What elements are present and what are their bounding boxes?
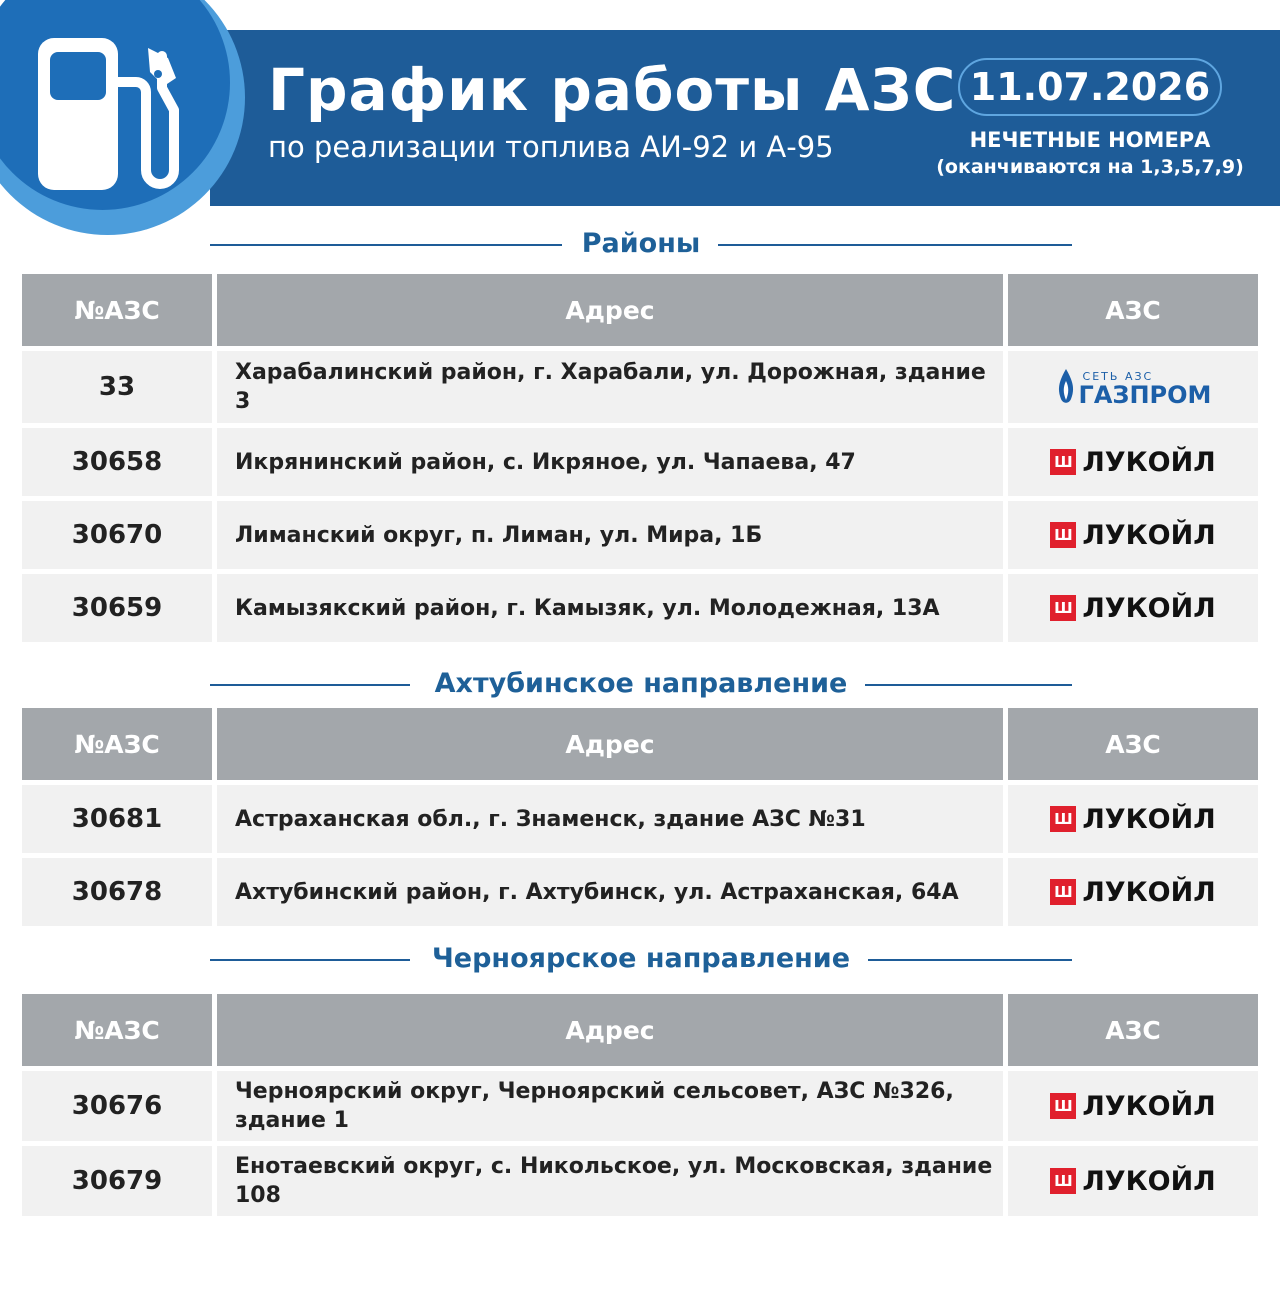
section-heading [210, 664, 1072, 704]
lukoil-text: ЛУКОЙЛ [1082, 876, 1216, 908]
gazprom-small-text: СЕТЬ АЗС [1082, 370, 1154, 383]
lukoil-logo [1050, 520, 1215, 551]
column-header-number: №АЗС [22, 994, 212, 1066]
column-header-address: Адрес [217, 708, 1003, 780]
section-title: Черноярское направление [414, 943, 868, 974]
lukoil-logo [1050, 877, 1215, 908]
section-title: Ахтубинское направление [417, 668, 866, 699]
station-brand [1008, 1146, 1258, 1216]
station-number: 30658 [22, 428, 212, 496]
lukoil-logo [1050, 1166, 1215, 1197]
station-address: Ахтубинский район, г. Ахтубинск, ул. Астраханская, 64А [217, 858, 1003, 926]
lukoil-mark-icon: Ш [1050, 1168, 1076, 1194]
lukoil-logo [1050, 804, 1215, 835]
station-brand [1008, 1071, 1258, 1141]
lukoil-mark-icon: Ш [1050, 522, 1076, 548]
stations-table [22, 708, 1258, 931]
station-address: Лиманский округ, п. Лиман, ул. Мира, 1Б [217, 501, 1003, 569]
section-heading [210, 224, 1072, 264]
parity-label: НЕЧЕТНЫЕ НОМЕРА [969, 128, 1211, 152]
station-address: Харабалинский район, г. Харабали, ул. Дорожная, здание 3 [217, 351, 1003, 423]
table-row [22, 574, 1258, 642]
gazprom-big-text: ГАЗПРОМ [1078, 381, 1212, 409]
column-header-station: АЗС [1008, 708, 1258, 780]
station-address: Икрянинский район, с. Икряное, ул. Чапаева, 47 [217, 428, 1003, 496]
lukoil-text: ЛУКОЙЛ [1082, 519, 1216, 551]
stations-table [22, 274, 1258, 647]
station-number: 30659 [22, 574, 212, 642]
lukoil-logo [1050, 593, 1215, 624]
column-header-station: АЗС [1008, 994, 1258, 1066]
lukoil-mark-icon: Ш [1050, 879, 1076, 905]
table-row [22, 785, 1258, 853]
column-header-address: Адрес [217, 274, 1003, 346]
lukoil-mark-icon: Ш [1050, 449, 1076, 475]
parity-note: (оканчиваются на 1,3,5,7,9) [936, 156, 1244, 178]
lukoil-text: ЛУКОЙЛ [1082, 1090, 1216, 1122]
table-header-row [22, 708, 1258, 780]
column-header-address: Адрес [217, 994, 1003, 1066]
table-row [22, 501, 1258, 569]
table-header-row [22, 994, 1258, 1066]
table-row [22, 428, 1258, 496]
lukoil-mark-icon: Ш [1050, 1093, 1076, 1119]
station-number: 30679 [22, 1146, 212, 1216]
lukoil-mark-icon: Ш [1050, 806, 1076, 832]
station-address: Камызякский район, г. Камызяк, ул. Молодежная, 13А [217, 574, 1003, 642]
date-badge: 11.07.2026 [958, 58, 1222, 116]
lukoil-text: ЛУКОЙЛ [1082, 592, 1216, 624]
station-address: Енотаевский округ, с. Никольское, ул. Московская, здание 108 [217, 1146, 1003, 1216]
table-row [22, 1071, 1258, 1141]
lukoil-text: ЛУКОЙЛ [1082, 446, 1216, 478]
station-address: Астраханская обл., г. Знаменск, здание АЗС №31 [217, 785, 1003, 853]
lukoil-text: ЛУКОЙЛ [1082, 1165, 1216, 1197]
station-number: 30670 [22, 501, 212, 569]
station-brand [1008, 858, 1258, 926]
station-number: 30676 [22, 1071, 212, 1141]
station-number: 30678 [22, 858, 212, 926]
fuel-pump-icon [30, 30, 200, 200]
station-brand [1008, 428, 1258, 496]
section-title: Районы [564, 228, 719, 259]
column-header-number: №АЗС [22, 708, 212, 780]
station-brand [1008, 351, 1258, 423]
column-header-number: №АЗС [22, 274, 212, 346]
table-row [22, 351, 1258, 423]
lukoil-text: ЛУКОЙЛ [1082, 803, 1216, 835]
page-subtitle: по реализации топлива АИ-92 и А-95 [268, 130, 834, 164]
gazprom-logo [1055, 367, 1212, 407]
table-row [22, 858, 1258, 926]
table-row [22, 1146, 1258, 1216]
gazprom-flame-icon [1055, 367, 1077, 407]
column-header-station: АЗС [1008, 274, 1258, 346]
station-address: Черноярский округ, Черноярский сельсовет, АЗС №326, здание 1 [217, 1071, 1003, 1141]
station-brand [1008, 574, 1258, 642]
stations-table [22, 994, 1258, 1221]
lukoil-mark-icon: Ш [1050, 595, 1076, 621]
station-brand [1008, 501, 1258, 569]
page-title: График работы АЗС [268, 56, 957, 124]
lukoil-logo [1050, 1091, 1215, 1122]
station-number: 30681 [22, 785, 212, 853]
gazprom-text [1079, 370, 1212, 407]
table-header-row [22, 274, 1258, 346]
station-brand [1008, 785, 1258, 853]
lukoil-logo [1050, 447, 1215, 478]
section-heading [210, 939, 1072, 979]
station-number: 33 [22, 351, 212, 423]
